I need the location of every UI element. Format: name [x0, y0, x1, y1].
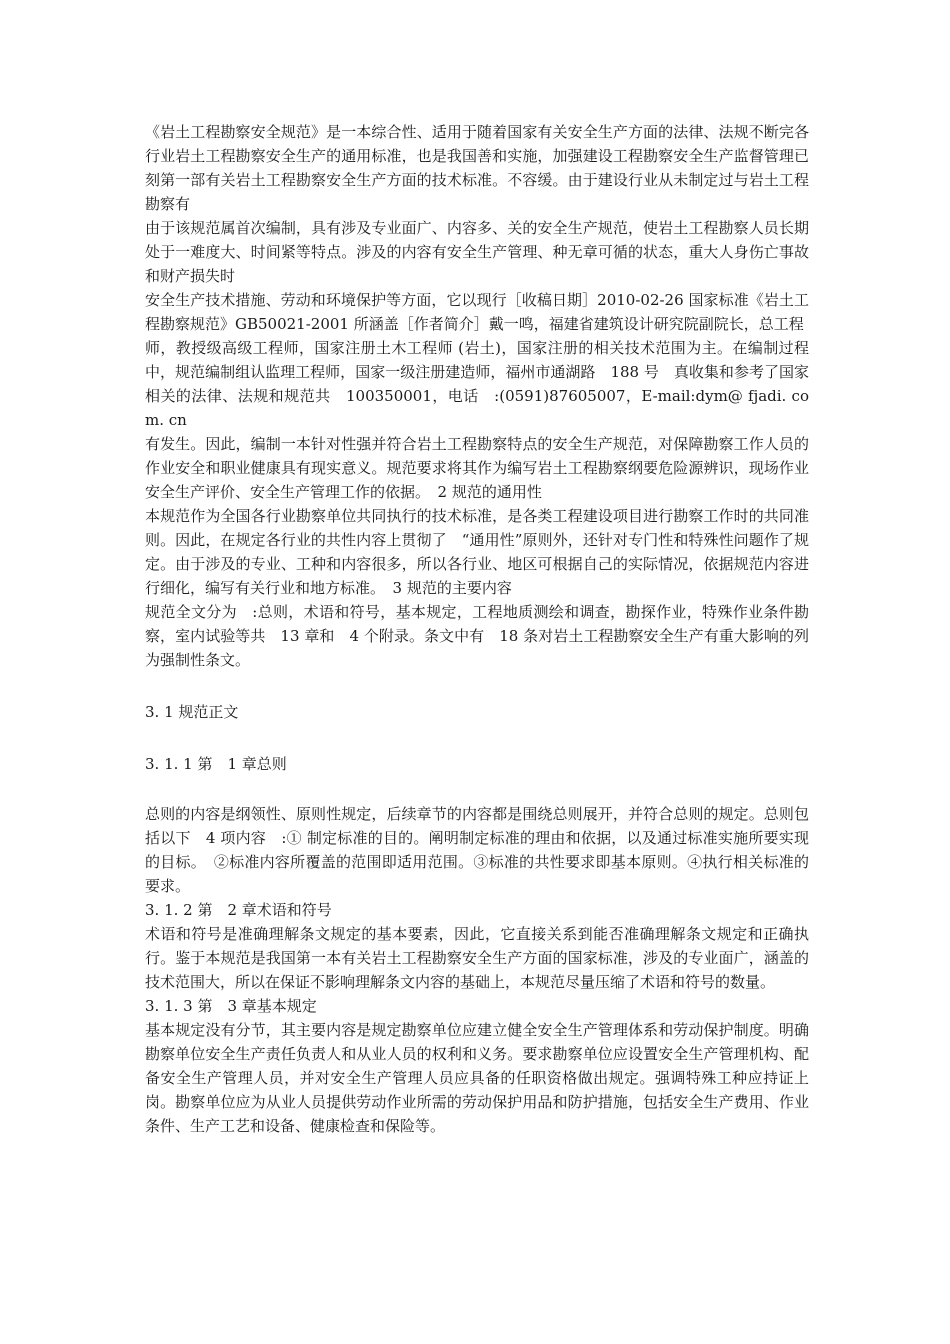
section-3-1-2-text: 术语和符号是准确理解条文规定的基本要素，因此，它直接关系到能否准确理解条文规定和正确执行。鉴于本规范是我国第一本有关岩土工程勘察安全生产方面的国家标准，涉及的专业面广，涵盖的技术范围大，所以在保证不影响理解条文内容的基础上，本规范尽量压缩了术语和符号的数量。: [145, 925, 809, 991]
section-3-1-heading: 3. 1 规范正文: [145, 703, 239, 721]
section-3-1-1-text: 总则的内容是纲领性、原则性规定，后续章节的内容都是围绕总则展开，并符合总则的规定。总则包括以下 4 项内容 :① 制定标准的目的。阐明制定标准的理由和依据，以及通过标准实施所要实现的目标。 ②标准内容所覆盖的范围即适用范围。③标准的共性要求即基本原则。④执行相关标准的要求。: [145, 805, 809, 895]
intro-paragraph-6: 本规范作为全国各行业勘察单位共同执行的技术标准，是各类工程建设项目进行勘察工作时的共同准则。因此，在规定各行业的共性内容上贯彻了 “通用性”原则外，还针对专门性和特殊性问题作了规定。由于涉及的专业、工种和内容很多，所以各行业、地区可根据自己的实际情况，依据规范内容进行细化，编写有关行业和地方标准。 3 规范的主要内容: [145, 507, 809, 597]
section-3-1-1-heading: 3. 1. 1 第 1 章总则: [145, 755, 287, 773]
document-page: [145, 120, 809, 1138]
intro-paragraph-3: 安全生产技术措施、劳动和环境保护等方面，它以现行［收稿日期］2010-02-26 国家标准《岩土工程勘察规范》GB50021-2001 所涵盖［作者简介］戴一鸣，福建省建筑设计研究院副院长，总工程: [145, 291, 809, 333]
intro-paragraph-7: 规范全文分为 :总则，术语和符号，基本规定，工程地质测绘和调查，勘探作业，特殊作业条件勘察，室内试验等共 13 章和 4 个附录。条文中有 18 条对岩土工程勘察安全生产有重大影响的列为强制性条文。: [145, 603, 809, 669]
intro-paragraph-5: 有发生。因此，编制一本针对性强并符合岩土工程勘察特点的安全生产规范，对保障勘察工作人员的作业安全和职业健康具有现实意义。规范要求将其作为编写岩土工程勘察纲要危险源辨识，现场作业安全生产评价、安全生产管理工作的依据。 2 规范的通用性: [145, 435, 809, 501]
section-3-1-3-text: 基本规定没有分节，其主要内容是规定勘察单位应建立健全安全生产管理体系和劳动保护制度。明确勘察单位安全生产责任负责人和从业人员的权利和义务。要求勘察单位应设置安全生产管理机构、配备安全生产管理人员，并对安全生产管理人员应具备的任职资格做出规定。强调特殊工种应持证上岗。勘察单位应为从业人员提供劳动作业所需的劳动保护用品和防护措施，包括安全生产费用、作业条件、生产工艺和设备、健康检查和保险等。: [145, 1021, 809, 1135]
intro-paragraph-1: 《岩土工程勘察安全规范》是一本综合性、适用于随着国家有关安全生产方面的法律、法规不断完各行业岩土工程勘察安全生产的通用标准，也是我国善和实施，加强建设工程勘察安全生产监督管理已刻第一部有关岩土工程勘察安全生产方面的技术标准。不容缓。由于建设行业从未制定过与岩土工程勘察有: [145, 123, 809, 213]
intro-paragraph-4: 师，教授级高级工程师，国家注册土木工程师 (岩土)，国家注册的相关技术范围为主。在编制过程中，规范编制组认监理工程师，国家一级注册建造师，福州市通湖路 188 号 真收集和参考了国家相关的法律、法规和规范共 100350001，电话 :(0591)87605007，E-mail:dym@ fjadi. com. cn: [145, 339, 809, 429]
section-3-1-3-heading: 3. 1. 3 第 3 章基本规定: [145, 997, 317, 1015]
section-3-1-2-heading: 3. 1. 2 第 2 章术语和符号: [145, 901, 332, 919]
intro-paragraph-2: 由于该规范属首次编制，具有涉及专业面广、内容多、关的安全生产规范，使岩土工程勘察人员长期处于一难度大、时间紧等特点。涉及的内容有安全生产管理、种无章可循的状态，重大人身伤亡事故和财产损失时: [145, 219, 809, 285]
